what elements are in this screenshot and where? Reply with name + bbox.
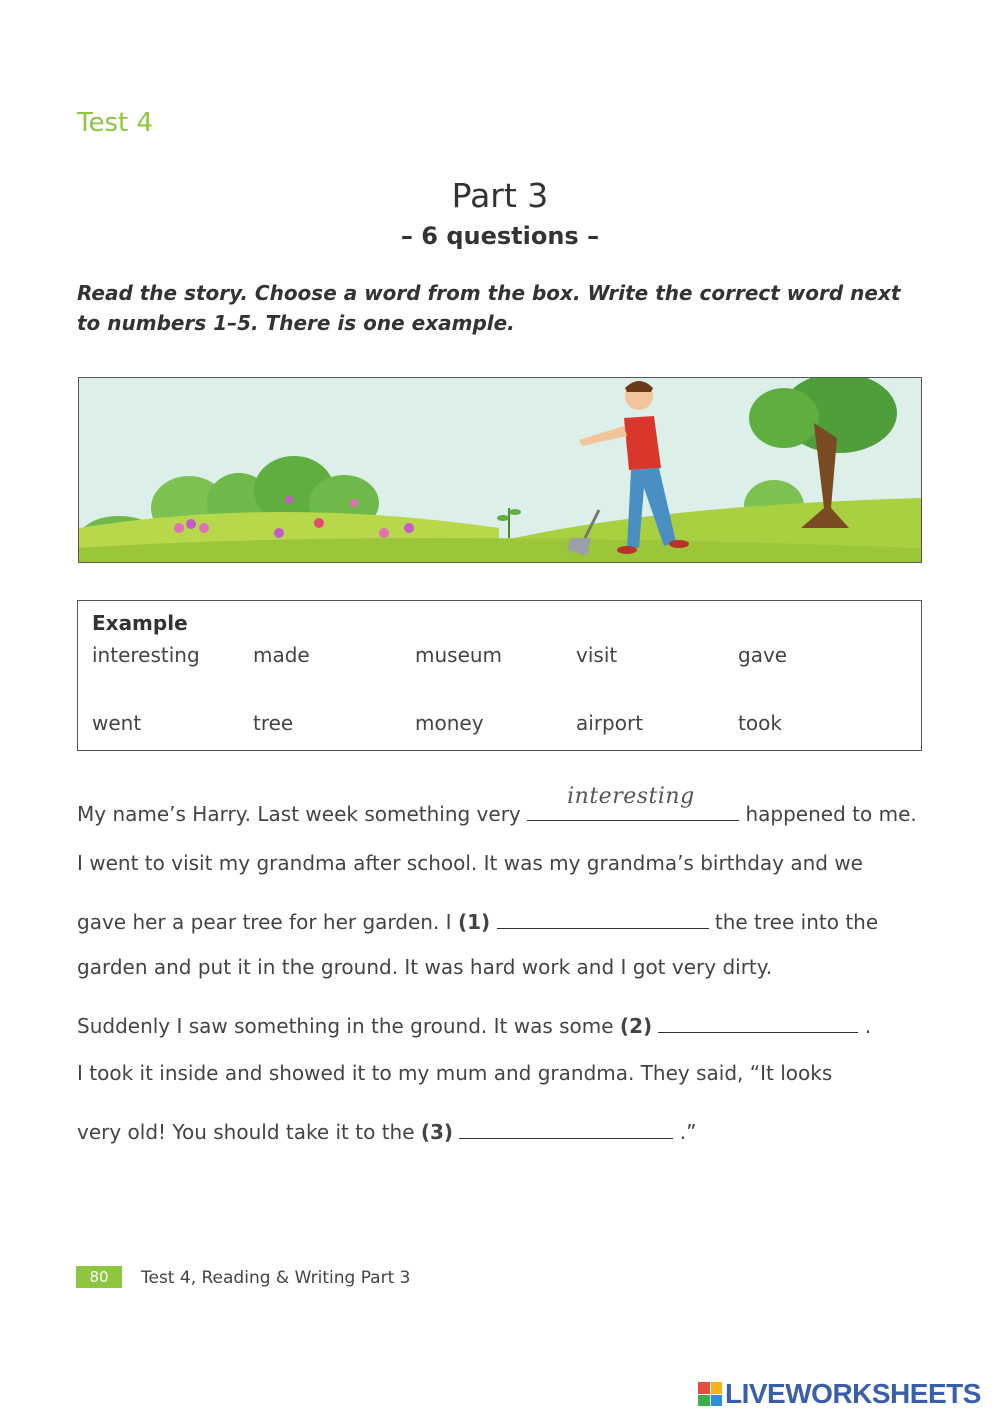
story-line-5: [77, 1010, 871, 1038]
footer-text: Test 4, Reading & Writing Part 3: [141, 1268, 411, 1288]
liveworksheets-logo: [698, 1378, 981, 1410]
story-text: gave her a pear tree for her garden. I: [77, 910, 452, 934]
story-line-7: [77, 1116, 697, 1144]
question-number: (3): [420, 1120, 454, 1144]
instructions: Read the story. Choose a word from the box. Write the correct word next to numbers 1–5. There is one example.: [77, 281, 901, 335]
word-option: money: [415, 711, 484, 735]
story-line-1: [77, 784, 917, 826]
answer-blank-1[interactable]: [497, 906, 709, 929]
story-line-6: I took it inside and showed it to my mum and grandma. They said, “It looks: [77, 1061, 833, 1085]
example-label: Example: [92, 611, 188, 635]
word-option: tree: [253, 711, 294, 735]
story-line-4: garden and put it in the ground. It was hard work and I got very dirty.: [77, 955, 773, 979]
story-text: .: [864, 1014, 872, 1038]
example-answer-blank: [527, 784, 739, 821]
answer-blank-2[interactable]: [658, 1010, 858, 1033]
answer-blank-3[interactable]: [459, 1116, 673, 1139]
story-text: Suddenly I saw something in the ground. It was some: [77, 1014, 614, 1038]
logo-icon: [698, 1382, 722, 1406]
word-option: interesting: [92, 643, 200, 667]
example-answer: interesting: [567, 784, 695, 809]
story-line-3: [77, 906, 878, 934]
word-option: went: [92, 711, 142, 735]
word-box: [77, 600, 922, 751]
story-text: the tree into the: [714, 910, 879, 934]
story-text: .”: [679, 1120, 697, 1144]
part-title: Part 3: [451, 176, 549, 215]
word-option: museum: [415, 643, 503, 667]
story-line-2: I went to visit my grandma after school. It was my grandma’s birthday and we: [77, 851, 863, 875]
brand-name: LIVEWORKSHEETS: [725, 1378, 981, 1409]
question-number: (1): [457, 910, 491, 934]
word-option: made: [253, 643, 310, 667]
page-number: 80: [76, 1266, 122, 1288]
word-option: took: [738, 711, 782, 735]
story-text: very old! You should take it to the: [77, 1120, 415, 1144]
word-option: visit: [576, 643, 618, 667]
question-number: (2): [619, 1014, 653, 1038]
test-label: Test 4: [77, 108, 154, 138]
story-text: happened to me.: [745, 802, 917, 826]
word-option: airport: [576, 711, 644, 735]
part-subtitle: – 6 questions –: [400, 222, 600, 250]
story-text: My name’s Harry. Last week something very: [77, 802, 521, 826]
word-option: gave: [738, 643, 788, 667]
garden-illustration: [78, 377, 922, 563]
